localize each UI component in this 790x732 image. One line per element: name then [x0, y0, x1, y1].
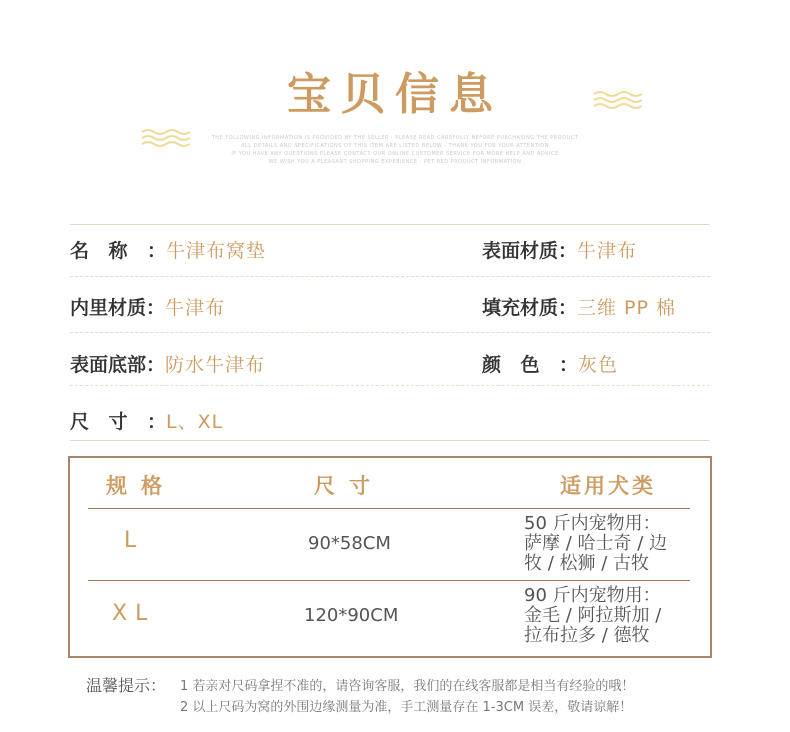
- table-cell-size: 120*90CM: [304, 605, 399, 626]
- info-field-bottom: [70, 350, 265, 377]
- title-subtext: WE WISH YOU A PLEASANT SHOPPING EXPERIENCE · PET BED PRODUCT INFORMATION: [268, 159, 522, 165]
- breed-line: 90 斤内宠物用：: [524, 585, 661, 606]
- table-divider: [88, 580, 690, 581]
- breed-line: 金毛 / 阿拉斯加 /: [524, 605, 662, 626]
- breed-line: 拉布拉多 / 德牧: [524, 625, 650, 646]
- info-field-surface: [482, 236, 637, 263]
- divider: [70, 332, 710, 333]
- info-row: [70, 293, 710, 323]
- info-label: 颜色：: [482, 354, 578, 376]
- info-value: 防水牛津布: [165, 354, 266, 376]
- info-value: L、XL: [166, 411, 224, 433]
- info-field-lining: [70, 293, 225, 320]
- table-header-spec: 规格: [106, 474, 176, 498]
- tip-text: 1 若亲对尺码拿捏不准的，请咨询客服，我们的在线客服都是相当有经验的哦！: [180, 679, 635, 694]
- tip-text: 2 以上尺码为窝的外围边缘测量为准，手工测量存在 1-3CM 误差，敬请谅解！: [180, 700, 633, 715]
- info-label: 尺寸：: [70, 411, 166, 433]
- page-title: 宝贝信息: [287, 69, 503, 120]
- table-header-breed: 适用犬类: [560, 474, 656, 498]
- info-label: 内里材质：: [70, 297, 166, 319]
- divider: [70, 276, 710, 277]
- table-cell-size: 90*58CM: [308, 533, 391, 554]
- info-field-color: [482, 350, 618, 377]
- info-value: 牛津布: [577, 240, 638, 262]
- breed-line: 50 斤内宠物用：: [524, 513, 661, 534]
- info-field-size: [70, 407, 223, 434]
- breed-line: 牧 / 松狮 / 古牧: [524, 553, 650, 574]
- info-row: [70, 407, 710, 437]
- info-value: 牛津布窝垫: [166, 240, 267, 262]
- info-field-filling: [482, 293, 676, 320]
- breed-line: 萨摩 / 哈士奇 / 边: [524, 533, 668, 554]
- info-label: 表面材质：: [482, 240, 578, 262]
- info-value: 三维 PP 棉: [577, 297, 677, 319]
- info-label: 名称：: [70, 240, 166, 262]
- divider: [70, 440, 710, 441]
- divider: [70, 385, 710, 386]
- title-subtext: ALL DETAILS AND SPECIFICATIONS OF THIS ITEM ARE LISTED BELOW · THANK YOU FOR YOUR ATTENTION: [241, 143, 549, 149]
- table-cell-breed: [524, 514, 694, 574]
- divider: [70, 224, 710, 225]
- info-field-name: [70, 236, 266, 263]
- wave-decoration-icon: [592, 90, 642, 110]
- tips-label: 温馨提示：: [86, 676, 167, 695]
- table-cell-spec: L: [124, 528, 145, 553]
- table-cell-breed: [524, 586, 694, 646]
- info-row: [70, 236, 710, 266]
- table-header-size: 尺寸: [314, 474, 384, 498]
- size-table: [68, 456, 712, 658]
- info-label: 填充材质：: [482, 297, 578, 319]
- info-value: 灰色: [578, 354, 619, 376]
- info-row: [70, 350, 710, 380]
- info-value: 牛津布: [165, 297, 226, 319]
- table-divider: [88, 508, 690, 509]
- table-cell-spec: XL: [112, 601, 156, 626]
- title-subtext: IF YOU HAVE ANY QUESTIONS PLEASE CONTACT OUR ONLINE CUSTOMER SERVICE FOR MORE HELP AND ADVICE: [231, 151, 559, 157]
- title-subtext: THE FOLLOWING INFORMATION IS PROVIDED BY THE SELLER · PLEASE READ CAREFULLY BEFORE PURCHASING THE PRODUCT: [211, 135, 579, 141]
- info-label: 表面底部：: [70, 354, 166, 376]
